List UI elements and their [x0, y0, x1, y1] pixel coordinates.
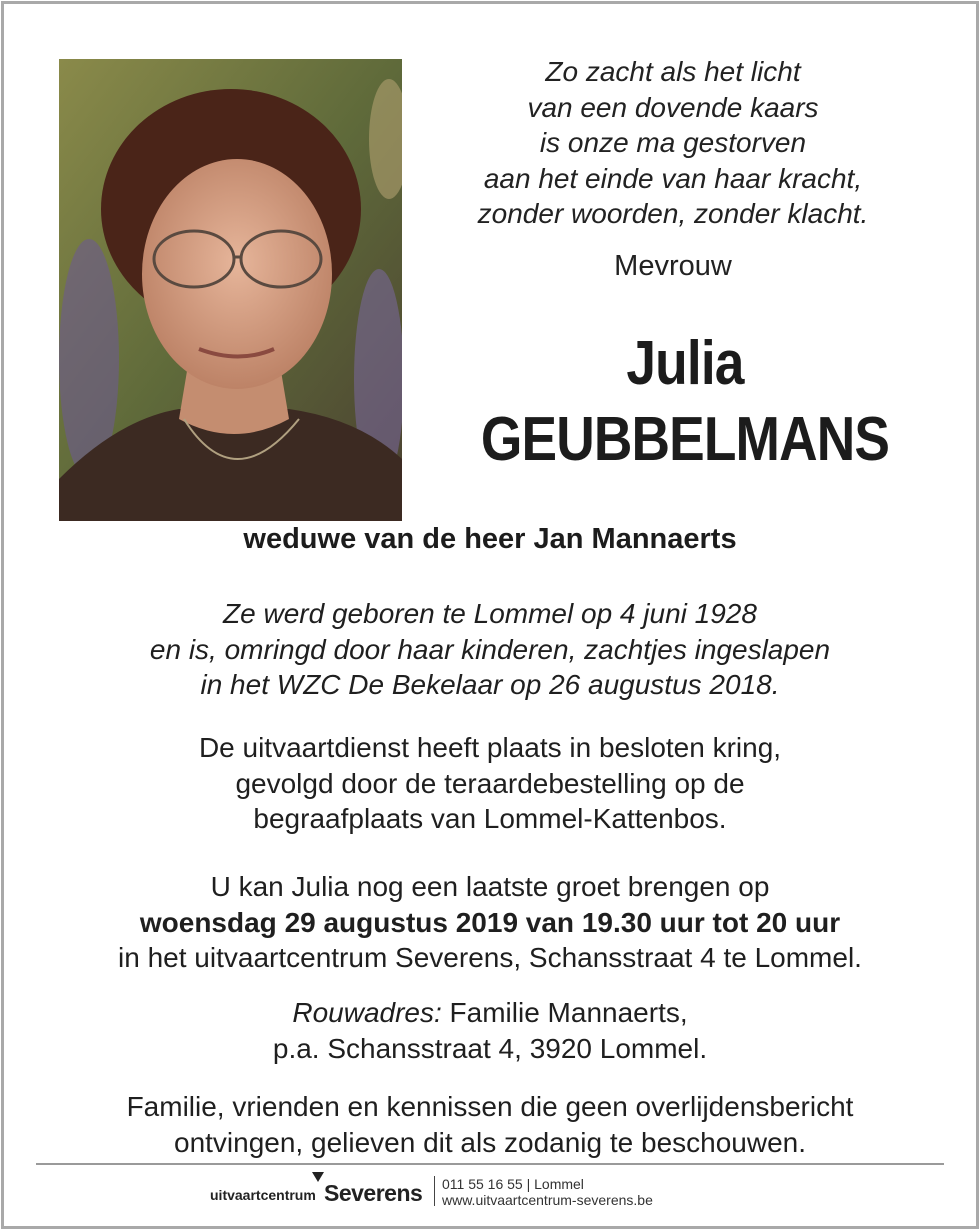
logo-mark-icon	[312, 1172, 324, 1182]
visitation-datetime: woensdag 29 augustus 2019 van 19.30 uur tot 20 uur	[139, 906, 841, 938]
footer	[0, 1170, 980, 1210]
first-name: Julia	[626, 329, 744, 398]
visitation-text	[0, 869, 980, 976]
text-line: Familie, vrienden en kennissen die geen overlijdensbericht	[126, 1091, 854, 1122]
text-line: ontvingen, gelieven dit als zodanig te beschouwen.	[174, 1126, 806, 1158]
mourning-address-name: Familie Mannaerts,	[441, 997, 688, 1028]
text-line: in het uitvaartcentrum Severens, Schansstraat 4 te Lommel.	[118, 942, 862, 973]
mourning-address	[0, 995, 980, 1066]
footer-brand: Severens	[324, 1180, 423, 1206]
poem-line: is onze ma gestorven	[539, 127, 807, 158]
text-line: en is, omringd door haar kinderen, zachtjes ingeslapen	[149, 633, 831, 665]
footer-separator	[434, 1176, 435, 1206]
funeral-text	[0, 730, 980, 837]
text-line: U kan Julia nog een laatste groet brengen op	[210, 871, 770, 902]
honorific: Mevrouw	[614, 250, 732, 282]
footer-website[interactable]: www.uitvaartcentrum-severens.be	[442, 1192, 653, 1208]
last-name: GEUBBELMANS	[480, 405, 890, 474]
poem	[420, 54, 926, 232]
text-line: gevolgd door de teraardebestelling op de	[235, 767, 745, 799]
mourning-address-street: p.a. Schansstraat 4, 3920 Lommel.	[272, 1032, 708, 1064]
poem-line: zonder woorden, zonder klacht.	[477, 198, 869, 229]
text-line: begraafplaats van Lommel-Kattenbos.	[253, 803, 727, 834]
widow-of: weduwe van de heer Jan Mannaerts	[243, 523, 737, 555]
portrait-photo	[59, 59, 402, 521]
text-line: Ze werd geboren te Lommel op 4 juni 1928	[223, 598, 757, 629]
mourning-address-label: Rouwadres:	[292, 997, 442, 1028]
footer-divider	[36, 1163, 944, 1165]
text-line: in het WZC De Bekelaar op 26 augustus 2018.	[200, 669, 780, 700]
text-line: De uitvaartdienst heeft plaats in besloten kring,	[198, 732, 782, 763]
poem-line: Zo zacht als het licht	[545, 56, 801, 87]
notice-text	[0, 1089, 980, 1160]
birth-death-text	[0, 596, 980, 703]
footer-contact: 011 55 16 55 | Lommel	[442, 1176, 584, 1192]
poem-line: van een dovende kaars	[527, 91, 819, 123]
footer-prefix: uitvaartcentrum	[210, 1187, 316, 1203]
poem-line: aan het einde van haar kracht,	[483, 162, 863, 194]
